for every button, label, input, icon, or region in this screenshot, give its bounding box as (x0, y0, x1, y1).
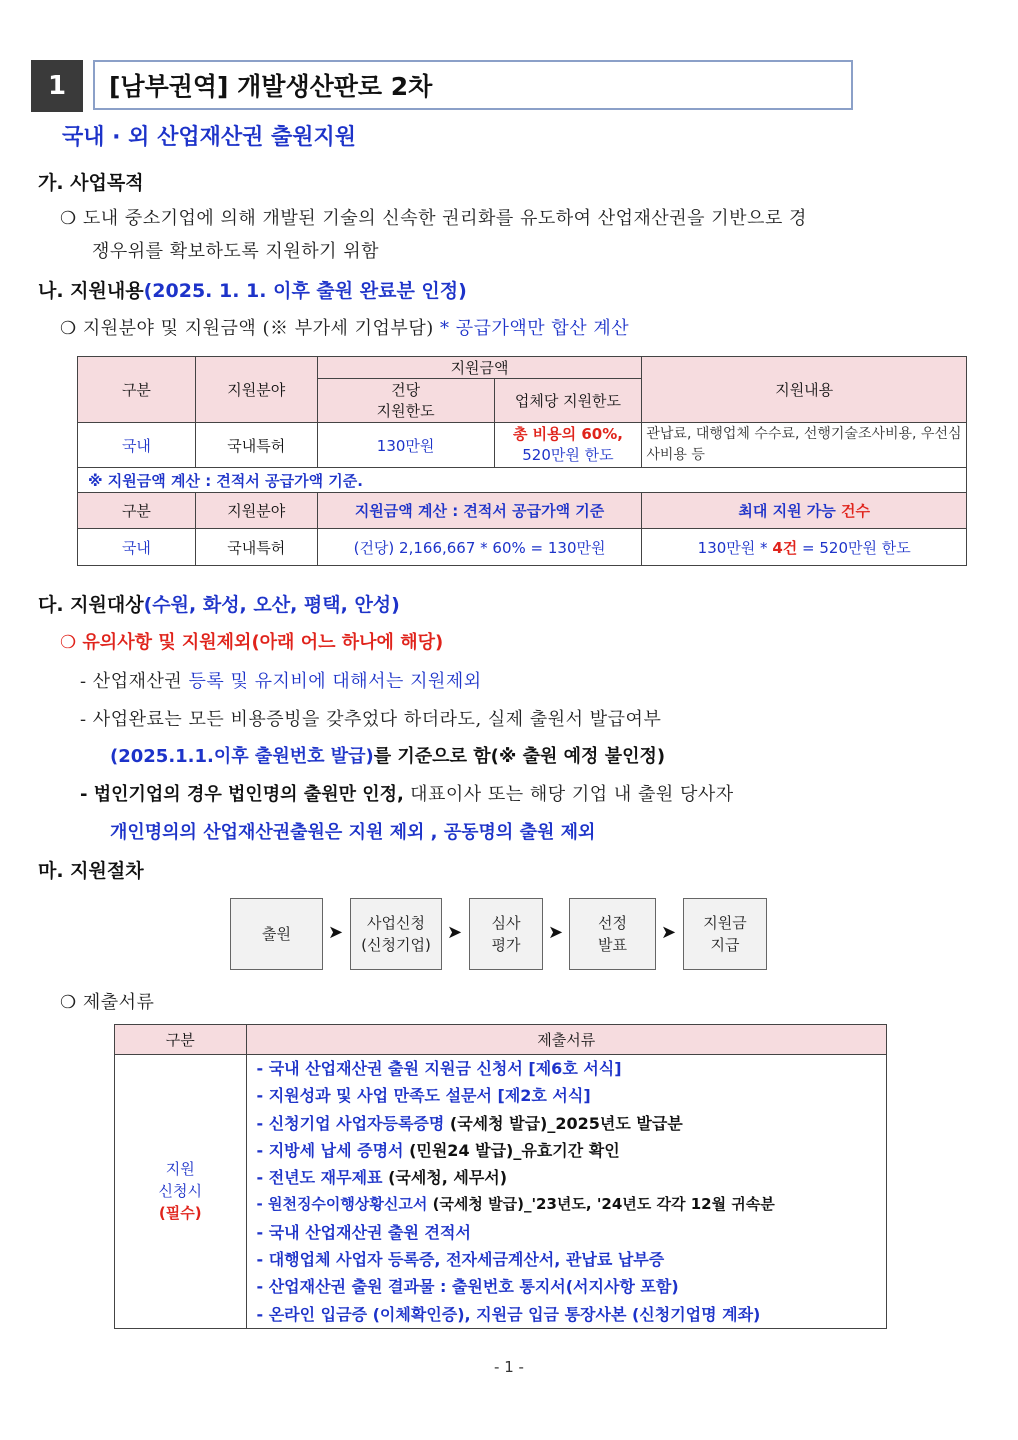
step4-line1: 선정 (598, 914, 627, 932)
header-gubun: 구분 (78, 357, 196, 423)
docs-header-gubun: 구분 (115, 1025, 247, 1055)
doc-item-blue: - 전년도 재무제표 (256, 1168, 383, 1188)
step5-line2: 지급 (710, 936, 740, 954)
doc-item (257, 1219, 886, 1246)
step4-line2: 발표 (598, 936, 627, 954)
item1-text-a: - 산업재산권 (80, 671, 189, 692)
doc-item-black: (국세청 발급)_2025년도 발급분 (444, 1113, 683, 1133)
section-da-item2-cont (110, 742, 665, 768)
doc-item (257, 1164, 886, 1191)
item3-bold: - 법인기업의 경우 법인명의 출원만 인정, (80, 784, 404, 805)
row2-calc: (건당) 2,166,667 * 60% = 130만원 (317, 529, 642, 566)
header2-calc: 지원금액 계산 : 견적서 공급가액 기준 (317, 493, 642, 529)
doc-item-blue: - 원천징수이행상황신고서 (256, 1195, 428, 1214)
header2-max (642, 493, 967, 529)
section-na-heading (38, 276, 467, 303)
bullet-circle-icon: ❍ (60, 318, 77, 339)
section-na-highlight: * 공급가액만 합산 계산 (433, 318, 630, 339)
doc-item-blue: - 지방세 납세 증명서 (256, 1140, 404, 1160)
bullet-circle-icon: ❍ (60, 992, 77, 1013)
header-case-limit (317, 379, 494, 423)
section-na-heading-highlight: (2025. 1. 1. 이후 출원 완료분 인정) (143, 280, 467, 302)
section-ga-text1: 도내 중소기업에 의해 개발된 기술의 신속한 권리화를 유도하여 산업재산권을 기반으로 경 (82, 208, 807, 229)
header-case-line2: 지원한도 (376, 401, 435, 420)
row2-max (642, 529, 967, 566)
header-company-limit: 업체당 지원한도 (494, 379, 642, 423)
section-ma-heading: 마. 지원절차 (38, 860, 144, 882)
section-na-line (60, 314, 629, 340)
process-step-review (469, 898, 543, 970)
section-da-item3-cont: 개인명의의 산업재산권출원은 지원 제외 , 공동명의 출원 제외 (110, 822, 596, 843)
note-row: ※ 지원금액 계산 : 견적서 공급가액 기준. (78, 468, 967, 493)
row-label-2: 신청시 (158, 1182, 202, 1201)
docs-header-docs: 제출서류 (246, 1025, 886, 1055)
doc-item-blue: - 국내 산업재산권 출원 지원금 신청서 [제6호 서식] (256, 1059, 622, 1078)
page-number: - 1 - (494, 1358, 524, 1376)
docs-list (246, 1055, 886, 1329)
header-field: 지원분야 (195, 357, 317, 423)
doc-item-black: (국세청, 세무서) (382, 1168, 508, 1188)
docs-row-label (115, 1055, 247, 1329)
doc-item-blue: - 산업재산권 출원 결과물 : 출원번호 통지서(서지사항 포함) (256, 1277, 679, 1297)
item2-cont-blue: (2025.1.1.이후 출원번호 발급) (110, 746, 374, 767)
row2-gubun: 국내 (78, 529, 196, 566)
row2-max-b: = 520만원 한도 (797, 538, 911, 557)
doc-item-blue: - 지원성과 및 사업 만족도 설문서 [제2호 서식] (256, 1086, 591, 1106)
bullet-circle-icon: ❍ (60, 632, 77, 653)
page-title: [남부권역] 개발생산판로 2차 (93, 60, 853, 110)
row-field: 국내특허 (195, 423, 317, 468)
step2-line1: 사업신청 (367, 914, 425, 932)
doc-item (257, 1137, 886, 1164)
doc-item (257, 1273, 886, 1300)
section-ga-line1 (60, 204, 807, 230)
doc-item (257, 1191, 886, 1218)
section-ga-line2: 쟁우위를 확보하도록 지원하기 위함 (92, 241, 379, 262)
section-na-heading-text: 나. 지원내용 (38, 280, 144, 302)
doc-item-blue: - 국내 산업재산권 출원 견적서 (256, 1222, 471, 1242)
row-case-limit: 130만원 (317, 423, 494, 468)
row2-field: 국내특허 (195, 529, 317, 566)
process-step-business-application (350, 898, 442, 970)
header2-max-red: 건수 (841, 502, 870, 520)
row-label-1: 지원 (165, 1160, 195, 1179)
docs-label-text: 제출서류 (82, 992, 155, 1013)
header-content: 지원내용 (642, 357, 967, 423)
row-company-limit (494, 423, 642, 468)
section-number-badge: 1 (31, 60, 83, 112)
support-table (77, 356, 967, 566)
step5-line1: 지원금 (703, 914, 747, 932)
section-da-heading-highlight: (수원, 화성, 오산, 평택, 안성) (143, 594, 400, 616)
section-da-notice (60, 628, 443, 654)
doc-item (257, 1246, 886, 1273)
process-step-apply (230, 898, 323, 970)
doc-item-blue: - 온라인 입금증 (이체확인증), 지원금 입금 통장사본 (신청기업명 계좌) (256, 1304, 761, 1324)
header-amount: 지원금액 (317, 357, 642, 379)
header-case-line1: 건당 (391, 380, 421, 399)
step2-line2: (신청기업) (361, 936, 431, 954)
row2-max-red: 4건 (772, 538, 798, 557)
section-ga-heading: 가. 사업목적 (38, 172, 144, 194)
header2-field: 지원분야 (195, 493, 317, 529)
docs-table (114, 1024, 887, 1329)
doc-item-blue: - 신청기업 사업자등록증명 (256, 1113, 445, 1133)
arrow-right-icon: ➤ (548, 922, 564, 943)
arrow-right-icon: ➤ (328, 922, 344, 943)
doc-item (257, 1301, 886, 1328)
item2-cont-rest: 를 기준으로 함(※ 출원 예정 불인정) (373, 746, 666, 767)
process-step-payment (683, 898, 767, 970)
process-step-selection (569, 898, 656, 970)
row-label-3: (필수) (158, 1204, 202, 1223)
section-da-heading (38, 590, 400, 617)
row-company-line1: 총 비용의 60%, (512, 425, 623, 443)
row-content: 관납료, 대행업체 수수료, 선행기술조사비용, 우선심사비용 등 (642, 423, 967, 468)
doc-item (257, 1055, 886, 1082)
page-subtitle: 국내 · 외 산업재산권 출원지원 (62, 125, 357, 150)
header2-max-text: 최대 지원 가능 (738, 502, 841, 520)
section-da-item2: - 사업완료는 모든 비용증빙을 갖추었다 하더라도, 실제 출원서 발급여부 (80, 709, 662, 730)
step1-line1: 출원 (262, 925, 291, 943)
docs-label (60, 988, 154, 1014)
doc-item (257, 1082, 886, 1109)
doc-item-black: (민원24 발급)_유효기간 확인 (403, 1140, 620, 1160)
doc-item-blue: - 대행업체 사업자 등록증, 전자세금계산서, 관납료 납부증 (256, 1250, 665, 1270)
section-da-item1 (80, 667, 482, 693)
section-da-notice-text: 유의사항 및 지원제외(아래 어느 하나에 해당) (82, 632, 444, 653)
section-na-text: 지원분야 및 지원금액 (※ 부가세 기업부담) (82, 318, 434, 339)
item1-text-b: 등록 및 유지비에 대해서는 지원제외 (188, 671, 482, 692)
section-da-item3 (80, 780, 734, 806)
row-gubun: 국내 (78, 423, 196, 468)
arrow-right-icon: ➤ (661, 922, 677, 943)
step3-line1: 심사 (491, 914, 521, 932)
doc-item (257, 1110, 886, 1137)
step3-line2: 평가 (491, 936, 521, 954)
section-da-heading-text: 다. 지원대상 (38, 594, 144, 616)
doc-item-black: (국세청 발급)_'23년도, '24년도 각각 12월 귀속분 (427, 1195, 775, 1214)
row2-max-a: 130만원 * (697, 538, 773, 557)
arrow-right-icon: ➤ (447, 922, 463, 943)
header2-gubun: 구분 (78, 493, 196, 529)
item3-rest: 대표이사 또는 해당 기업 내 출원 당사자 (403, 784, 734, 805)
row-company-line2: 520만원 한도 (522, 446, 614, 464)
bullet-circle-icon: ❍ (60, 208, 77, 229)
